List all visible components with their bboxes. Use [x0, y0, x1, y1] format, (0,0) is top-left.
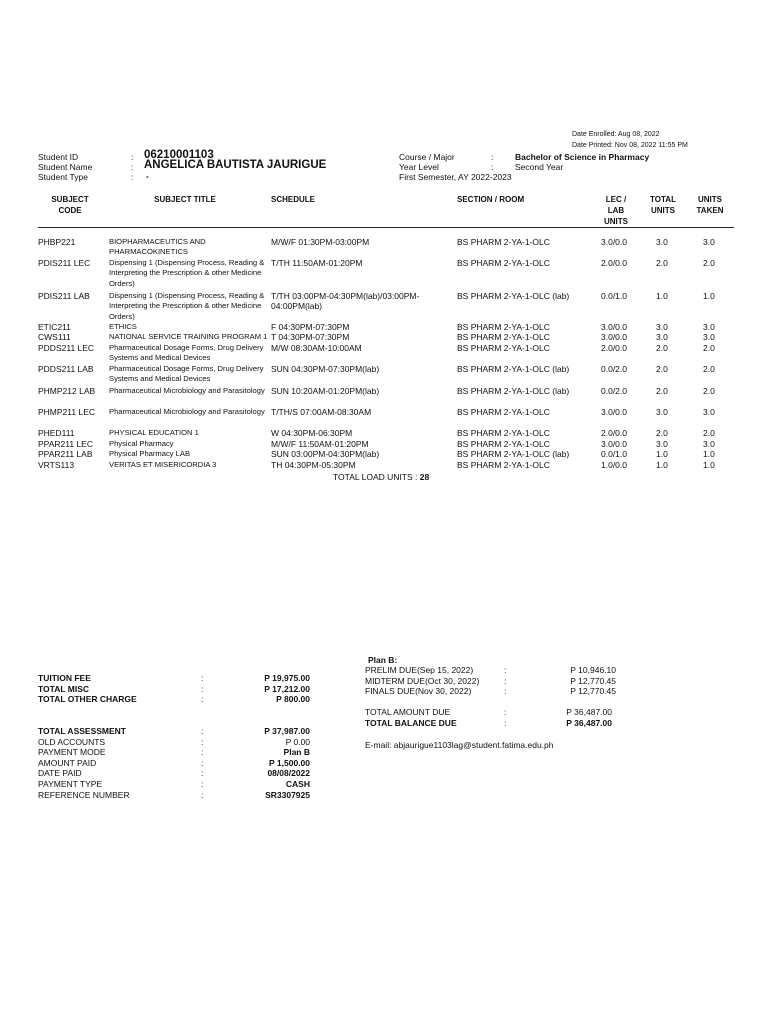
- colon: :: [201, 758, 204, 768]
- header-lec-lab-units: LEC / LAB UNITS: [604, 195, 628, 226]
- cell-code: VRTS113: [38, 460, 75, 470]
- cell-section: BS PHARM 2-YA-1-OLC (lab): [457, 364, 570, 374]
- date-paid-value: 08/08/2022: [267, 768, 310, 778]
- student-name-label: Student Name: [38, 162, 93, 172]
- cell-schedule: M/W/F 01:30PM-03:00PM: [271, 237, 370, 247]
- cell-section: BS PHARM 2-YA-1-OLC: [457, 428, 550, 438]
- reference-value: SR3307925: [265, 790, 310, 800]
- cell-leclab: 3.0/0.0: [601, 237, 627, 247]
- cell-total: 3.0: [656, 407, 668, 417]
- table-row: [0, 291, 768, 321]
- total-amount-due-label: TOTAL AMOUNT DUE: [365, 707, 451, 717]
- cell-section: BS PHARM 2-YA-1-OLC: [457, 322, 550, 332]
- cell-title: VERITAS ET MISERICORDIA 3: [109, 460, 217, 469]
- student-type-label: Student Type: [38, 172, 88, 182]
- header-section-room: SECTION / ROOM: [457, 195, 525, 204]
- year-level-label: Year Level: [399, 162, 439, 172]
- cell-leclab: 0.0/2.0: [601, 364, 627, 374]
- cell-schedule: W 04:30PM-06:30PM: [271, 428, 353, 438]
- cell-taken: 1.0: [703, 291, 715, 301]
- other-label: TOTAL OTHER CHARGE: [38, 694, 137, 704]
- colon: :: [131, 162, 134, 172]
- midterm-label: MIDTERM DUE(Oct 30, 2022): [365, 676, 480, 686]
- other-value: P 800.00: [276, 694, 310, 704]
- student-id: 06210001103: [144, 149, 214, 161]
- cell-schedule: SUN 03:00PM-04:30PM(lab): [271, 449, 380, 459]
- cell-code: PPAR211 LEC: [38, 439, 93, 449]
- total-amount-due: P 36,487.00: [566, 707, 612, 717]
- cell-section: BS PHARM 2-YA-1-OLC: [457, 439, 550, 449]
- cell-leclab: 3.0/0.0: [601, 439, 627, 449]
- cell-title: Physical Pharmacy: [109, 439, 174, 448]
- cell-schedule: F 04:30PM-07:30PM: [271, 322, 350, 332]
- cell-schedule: TH 04:30PM-05:30PM: [271, 460, 356, 470]
- date-printed: Date Printed: Nov 08, 2022 11:55 PM: [572, 142, 688, 149]
- total-load-units: [333, 472, 429, 482]
- cell-code: ETIC211: [38, 322, 71, 332]
- assessment-value: P 37,987.00: [264, 726, 310, 736]
- midterm-amount: P 12,770.45: [570, 676, 616, 686]
- cell-title: PHYSICAL EDUCATION 1: [109, 428, 199, 437]
- cell-leclab: 2.0/0.0: [601, 343, 627, 353]
- cell-taken: 3.0: [703, 322, 715, 332]
- cell-total: 1.0: [656, 460, 668, 470]
- date-enrolled: Date Enrolled: Aug 08, 2022: [572, 131, 660, 138]
- colon: :: [504, 665, 507, 675]
- cell-schedule: T/TH/S 07:00AM-08:30AM: [271, 407, 372, 417]
- colon: :: [504, 718, 507, 728]
- cell-taken: 3.0: [703, 439, 715, 449]
- cell-code: PPAR211 LAB: [38, 449, 93, 459]
- cell-title: NATIONAL SERVICE TRAINING PROGRAM 1: [109, 332, 268, 341]
- cell-title: BIOPHARMACEUTICS AND PHARMACOKINETICS: [109, 237, 206, 257]
- payment-mode-value: Plan B: [283, 747, 310, 757]
- table-row: [0, 386, 768, 398]
- cell-leclab: 3.0/0.0: [601, 332, 627, 342]
- colon: :: [131, 152, 134, 162]
- cell-section: BS PHARM 2-YA-1-OLC: [457, 460, 550, 470]
- header-units-taken: UNITS TAKEN: [696, 195, 724, 215]
- colon: :: [201, 694, 204, 704]
- cell-total: 2.0: [656, 258, 668, 268]
- cell-section: BS PHARM 2-YA-1-OLC: [457, 343, 550, 353]
- cell-section: BS PHARM 2-YA-1-OLC (lab): [457, 449, 570, 459]
- colon: :: [201, 790, 204, 800]
- semester: First Semester, AY 2022-2023: [399, 172, 512, 182]
- cell-total: 2.0: [656, 428, 668, 438]
- cell-code: PHBP221: [38, 237, 76, 247]
- colon: :: [201, 684, 204, 694]
- table-row: [0, 407, 768, 419]
- cell-taken: 3.0: [703, 332, 715, 342]
- table-row: [0, 343, 768, 363]
- cell-code: PDIS211 LAB: [38, 291, 90, 301]
- cell-taken: 3.0: [703, 237, 715, 247]
- finals-label: FINALS DUE(Nov 30, 2022): [365, 686, 472, 696]
- assessment-label: TOTAL ASSESSMENT: [38, 726, 127, 736]
- student-type: -: [146, 171, 149, 181]
- cell-leclab: 0.0/1.0: [601, 449, 627, 459]
- cell-total: 1.0: [656, 291, 668, 301]
- cell-schedule: T/TH 03:00PM-04:30PM(lab)/03:00PM-04:00PM(lab): [271, 291, 420, 311]
- cell-code: PHED111: [38, 428, 75, 438]
- cell-code: PDDS211 LEC: [38, 343, 95, 353]
- plan-title: Plan B:: [368, 655, 398, 665]
- cell-code: PDIS211 LEC: [38, 258, 91, 268]
- header-subject-code: SUBJECT CODE: [51, 195, 89, 215]
- cell-taken: 2.0: [703, 343, 715, 353]
- cell-total: 2.0: [656, 386, 668, 396]
- student-name: ANGELICA BAUTISTA JAURIGUE: [144, 159, 327, 171]
- old-accounts-label: OLD ACCOUNTS: [38, 737, 106, 747]
- colon: :: [201, 737, 204, 747]
- colon: :: [201, 726, 204, 736]
- cell-taken: 1.0: [703, 449, 715, 459]
- payment-type-value: CASH: [285, 779, 310, 789]
- cell-title: ETHICS: [109, 322, 137, 331]
- cell-title: Pharmaceutical Microbiology and Parasitology: [109, 407, 265, 416]
- total-balance-due-label: TOTAL BALANCE DUE: [365, 718, 457, 728]
- cell-leclab: 2.0/0.0: [601, 258, 627, 268]
- cell-section: BS PHARM 2-YA-1-OLC: [457, 407, 550, 417]
- course: Bachelor of Science in Pharmacy: [515, 152, 650, 162]
- cell-leclab: 2.0/0.0: [601, 428, 627, 438]
- misc-value: P 17,212.00: [264, 684, 310, 694]
- cell-leclab: 0.0/1.0: [601, 291, 627, 301]
- cell-schedule: T/TH 11:50AM-01:20PM: [271, 258, 363, 268]
- table-row: [0, 364, 768, 384]
- header-total-units: TOTAL UNITS: [650, 195, 676, 215]
- tuition-value: P 19,975.00: [264, 673, 310, 683]
- cell-title: Dispensing 1 (Dispensing Process, Reading & Interpreting the Prescription & other Medicine Orders): [109, 258, 265, 288]
- cell-schedule: M/W 08:30AM-10:00AM: [271, 343, 362, 353]
- cell-total: 3.0: [656, 332, 668, 342]
- header-schedule: SCHEDULE: [271, 195, 316, 204]
- misc-label: TOTAL MISC: [38, 684, 89, 694]
- total-load-label: TOTAL LOAD UNITS :: [333, 472, 418, 482]
- old-accounts-value: P 0.00: [285, 737, 310, 747]
- cell-section: BS PHARM 2-YA-1-OLC: [457, 258, 550, 268]
- total-balance-due: P 36,487.00: [566, 718, 612, 728]
- cell-title: Physical Pharmacy LAB: [109, 449, 191, 458]
- colon: :: [131, 172, 134, 182]
- cell-section: BS PHARM 2-YA-1-OLC (lab): [457, 386, 570, 396]
- cell-total: 3.0: [656, 322, 668, 332]
- cell-schedule: SUN 04:30PM-07:30PM(lab): [271, 364, 380, 374]
- colon: :: [201, 768, 204, 778]
- prelim-amount: P 10,946.10: [570, 665, 616, 675]
- tuition-label: TUITION FEE: [38, 673, 91, 683]
- colon: :: [201, 673, 204, 683]
- cell-title: Dispensing 1 (Dispensing Process, Reading & Interpreting the Prescription & other Medicine Orders): [109, 291, 265, 321]
- cell-leclab: 3.0/0.0: [601, 322, 627, 332]
- colon: :: [504, 676, 507, 686]
- amount-paid-label: AMOUNT PAID: [38, 758, 97, 768]
- cell-taken: 2.0: [703, 386, 715, 396]
- date-paid-label: DATE PAID: [38, 768, 82, 778]
- cell-taken: 2.0: [703, 428, 715, 438]
- cell-code: PDDS211 LAB: [38, 364, 94, 374]
- reference-label: REFERENCE NUMBER: [38, 790, 130, 800]
- total-load-value: 28: [419, 472, 430, 482]
- cell-code: PHMP212 LAB: [38, 386, 96, 396]
- cell-title: Pharmaceutical Dosage Forms, Drug Delivery Systems and Medical Devices: [109, 364, 264, 384]
- header-subject-title: SUBJECT TITLE: [154, 195, 216, 204]
- payment-type-label: PAYMENT TYPE: [38, 779, 103, 789]
- cell-leclab: 3.0/0.0: [601, 407, 627, 417]
- finals-amount: P 12,770.45: [570, 686, 616, 696]
- cell-section: BS PHARM 2-YA-1-OLC: [457, 332, 550, 342]
- cell-section: BS PHARM 2-YA-1-OLC (lab): [457, 291, 570, 301]
- header-divider: [38, 227, 734, 228]
- cell-taken: 2.0: [703, 364, 715, 374]
- cell-leclab: 0.0/2.0: [601, 386, 627, 396]
- colon: :: [491, 152, 494, 162]
- year-level: Second Year: [515, 162, 564, 172]
- cell-taken: 3.0: [703, 407, 715, 417]
- colon: :: [504, 686, 507, 696]
- cell-section: BS PHARM 2-YA-1-OLC: [457, 237, 550, 247]
- table-row: [0, 258, 768, 288]
- cell-schedule: T 04:30PM-07:30PM: [271, 332, 350, 342]
- colon: :: [201, 779, 204, 789]
- cell-total: 3.0: [656, 439, 668, 449]
- student-id-label: Student ID: [38, 152, 79, 162]
- cell-taken: 1.0: [703, 460, 715, 470]
- colon: :: [491, 162, 494, 172]
- cell-code: CWS111: [38, 332, 71, 342]
- table-row: [0, 237, 768, 257]
- email: E-mail: abjaurigue1103lag@student.fatima.edu.ph: [365, 740, 554, 750]
- cell-total: 2.0: [656, 364, 668, 374]
- cell-schedule: M/W/F 11:50AM-01:20PM: [271, 439, 369, 449]
- cell-title: Pharmaceutical Dosage Forms, Drug Delivery Systems and Medical Devices: [109, 343, 264, 363]
- course-label: Course / Major: [399, 152, 455, 162]
- cell-schedule: SUN 10:20AM-01:20PM(lab): [271, 386, 380, 396]
- cell-total: 2.0: [656, 343, 668, 353]
- prelim-label: PRELIM DUE(Sep 15, 2022): [365, 665, 474, 675]
- colon: :: [201, 747, 204, 757]
- amount-paid-value: P 1,500.00: [269, 758, 310, 768]
- colon: :: [504, 707, 507, 717]
- cell-total: 3.0: [656, 237, 668, 247]
- payment-mode-label: PAYMENT MODE: [38, 747, 106, 757]
- cell-leclab: 1.0/0.0: [601, 460, 627, 470]
- cell-taken: 2.0: [703, 258, 715, 268]
- cell-code: PHMP211 LEC: [38, 407, 96, 417]
- cell-total: 1.0: [656, 449, 668, 459]
- cell-title: Pharmaceutical Microbiology and Parasitology: [109, 386, 265, 395]
- table-row: [0, 460, 768, 472]
